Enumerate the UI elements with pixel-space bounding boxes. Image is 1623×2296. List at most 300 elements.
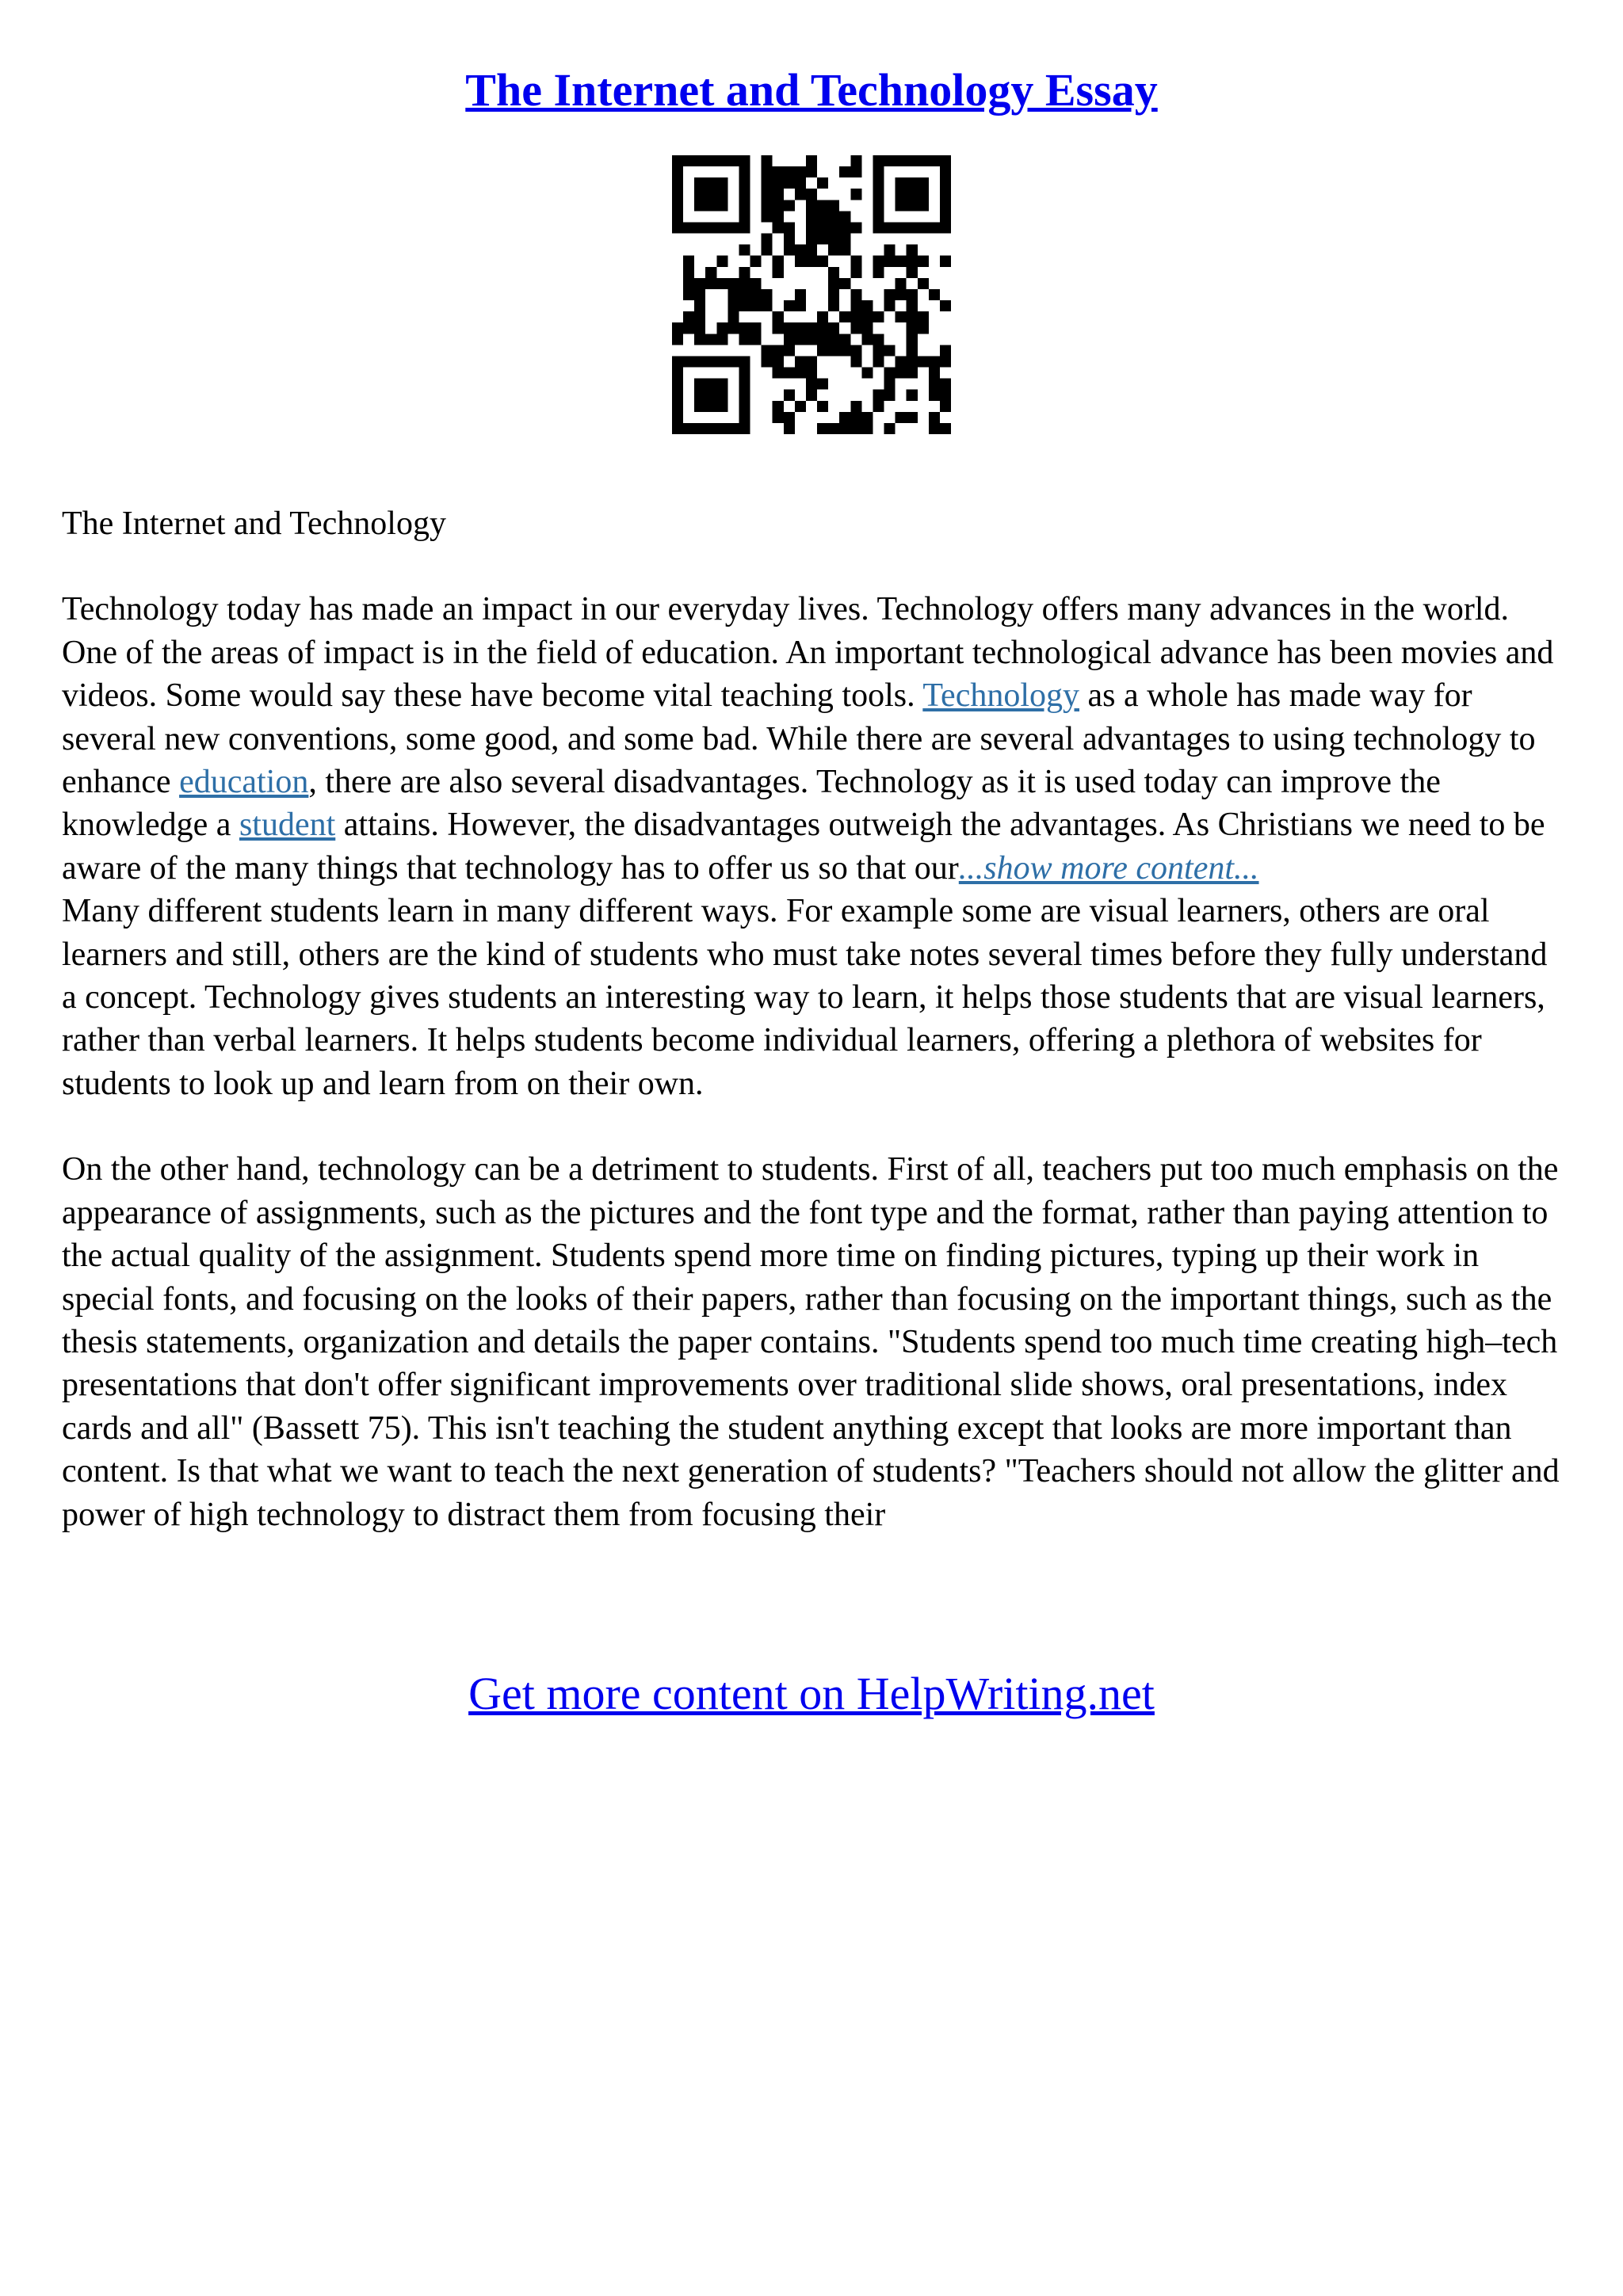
qr-module bbox=[850, 401, 861, 412]
qr-module bbox=[929, 379, 940, 390]
qr-module bbox=[839, 211, 850, 222]
qr-module bbox=[762, 245, 773, 256]
qr-module bbox=[716, 278, 727, 289]
qr-module bbox=[694, 300, 705, 311]
qr-module bbox=[896, 289, 907, 300]
qr-module bbox=[884, 390, 896, 401]
qr-module bbox=[896, 256, 907, 267]
qr-code-icon bbox=[672, 155, 951, 434]
qr-module bbox=[795, 356, 806, 367]
qr-module bbox=[828, 234, 839, 245]
qr-module bbox=[773, 345, 784, 356]
qr-module bbox=[694, 379, 705, 390]
qr-module bbox=[817, 200, 828, 211]
qr-module bbox=[873, 334, 884, 345]
qr-module bbox=[806, 390, 817, 401]
qr-module bbox=[716, 390, 727, 401]
qr-module bbox=[850, 222, 861, 233]
qr-module bbox=[739, 401, 750, 412]
qr-module bbox=[828, 334, 839, 345]
qr-module bbox=[907, 412, 918, 423]
qr-module bbox=[940, 211, 951, 222]
show-more-link[interactable]: ...show more content... bbox=[958, 849, 1259, 887]
qr-module bbox=[907, 189, 918, 200]
qr-module bbox=[861, 412, 873, 423]
qr-module bbox=[884, 256, 896, 267]
title-link[interactable]: The Internet and Technology Essay bbox=[465, 64, 1158, 116]
qr-module bbox=[918, 155, 929, 166]
qr-module bbox=[918, 322, 929, 334]
qr-module bbox=[739, 177, 750, 189]
qr-module bbox=[929, 289, 940, 300]
qr-module bbox=[817, 322, 828, 334]
qr-module bbox=[739, 300, 750, 311]
qr-module bbox=[716, 334, 727, 345]
qr-module bbox=[907, 155, 918, 166]
qr-module bbox=[828, 289, 839, 300]
qr-module bbox=[873, 401, 884, 412]
qr-module bbox=[795, 289, 806, 300]
qr-module bbox=[762, 177, 773, 189]
qr-module bbox=[683, 256, 694, 267]
qr-module bbox=[750, 289, 762, 300]
qr-module bbox=[672, 412, 683, 423]
paragraph-1-text-a: Technology today has made an impact in our everyday lives. Technology offers many advances in the world. One of the areas of impact is in the field of education. An important technological advance has been movies and videos. Some would say these have become vital teaching tools. bbox=[62, 591, 1554, 715]
qr-module bbox=[694, 200, 705, 211]
qr-module bbox=[705, 278, 716, 289]
qr-module bbox=[918, 222, 929, 233]
qr-module bbox=[940, 256, 951, 267]
qr-module bbox=[873, 177, 884, 189]
qr-module bbox=[850, 412, 861, 423]
qr-module bbox=[940, 423, 951, 434]
qr-module bbox=[839, 222, 850, 233]
qr-module bbox=[929, 423, 940, 434]
helpwriting-link[interactable]: Get more content on HelpWriting.net bbox=[468, 1668, 1155, 1719]
qr-module bbox=[918, 311, 929, 322]
paragraph-2: Many different students learn in many different ways. For example some are visual learners, others are oral learners and still, others are the kind of students who must take notes several times before they fully understand a concept. Technology gives students an interesting way to learn, it helps those students that are visual learners, rather than verbal learners. It helps students become individual learners, offering a plethora of websites for students to look up and learn from on their own. bbox=[62, 893, 1548, 1102]
qr-module bbox=[739, 189, 750, 200]
qr-module bbox=[716, 356, 727, 367]
qr-module bbox=[784, 222, 795, 233]
qr-module bbox=[795, 189, 806, 200]
qr-module bbox=[896, 368, 907, 379]
qr-module bbox=[694, 222, 705, 233]
qr-module bbox=[716, 423, 727, 434]
qr-module bbox=[739, 322, 750, 334]
paragraph-1 bbox=[62, 588, 1568, 890]
qr-module bbox=[683, 289, 694, 300]
qr-module bbox=[762, 345, 773, 356]
page-title bbox=[0, 57, 1623, 124]
qr-module bbox=[739, 423, 750, 434]
qr-module bbox=[896, 189, 907, 200]
qr-module bbox=[884, 289, 896, 300]
qr-module bbox=[850, 155, 861, 166]
qr-module bbox=[806, 256, 817, 267]
qr-module bbox=[940, 166, 951, 177]
qr-module bbox=[828, 267, 839, 278]
qr-module bbox=[762, 356, 773, 367]
qr-module bbox=[739, 379, 750, 390]
qr-module bbox=[806, 200, 817, 211]
qr-module bbox=[739, 200, 750, 211]
qr-module bbox=[884, 368, 896, 379]
qr-module bbox=[762, 166, 773, 177]
qr-module bbox=[884, 222, 896, 233]
qr-module bbox=[694, 177, 705, 189]
qr-module bbox=[940, 345, 951, 356]
qr-module bbox=[727, 356, 739, 367]
qr-module bbox=[716, 222, 727, 233]
qr-module bbox=[828, 222, 839, 233]
qr-module bbox=[918, 200, 929, 211]
qr-module bbox=[739, 278, 750, 289]
qr-module bbox=[739, 245, 750, 256]
qr-module bbox=[683, 423, 694, 434]
qr-module bbox=[907, 222, 918, 233]
qr-module bbox=[672, 401, 683, 412]
qr-module bbox=[672, 390, 683, 401]
qr-module bbox=[817, 311, 828, 322]
qr-module bbox=[694, 390, 705, 401]
qr-module bbox=[828, 345, 839, 356]
qr-module bbox=[773, 267, 784, 278]
qr-module bbox=[705, 155, 716, 166]
qr-module bbox=[806, 379, 817, 390]
qr-module bbox=[850, 423, 861, 434]
qr-module bbox=[817, 177, 828, 189]
qr-module bbox=[727, 322, 739, 334]
qr-module bbox=[705, 189, 716, 200]
qr-module bbox=[762, 211, 773, 222]
qr-module bbox=[716, 256, 727, 267]
qr-module bbox=[773, 222, 784, 233]
qr-module bbox=[884, 300, 896, 311]
qr-module bbox=[716, 322, 727, 334]
qr-module bbox=[683, 356, 694, 367]
qr-module bbox=[705, 356, 716, 367]
qr-module bbox=[907, 267, 918, 278]
qr-module bbox=[929, 356, 940, 367]
qr-module bbox=[672, 189, 683, 200]
qr-module bbox=[739, 166, 750, 177]
qr-module bbox=[694, 155, 705, 166]
qr-module bbox=[694, 423, 705, 434]
qr-module bbox=[806, 368, 817, 379]
qr-module bbox=[739, 155, 750, 166]
qr-module bbox=[873, 267, 884, 278]
qr-module bbox=[739, 289, 750, 300]
qr-module bbox=[762, 234, 773, 245]
qr-module bbox=[850, 267, 861, 278]
qr-module bbox=[672, 322, 683, 334]
qr-module bbox=[694, 356, 705, 367]
qr-module bbox=[795, 245, 806, 256]
qr-module bbox=[861, 423, 873, 434]
qr-module bbox=[929, 368, 940, 379]
qr-module bbox=[817, 423, 828, 434]
qr-module bbox=[716, 189, 727, 200]
qr-module bbox=[918, 278, 929, 289]
qr-module bbox=[739, 356, 750, 367]
qr-module bbox=[694, 401, 705, 412]
qr-module bbox=[907, 322, 918, 334]
qr-module bbox=[873, 155, 884, 166]
qr-module bbox=[683, 311, 694, 322]
qr-module bbox=[884, 345, 896, 356]
qr-module bbox=[907, 245, 918, 256]
qr-module bbox=[762, 189, 773, 200]
qr-module bbox=[739, 267, 750, 278]
qr-module bbox=[940, 155, 951, 166]
qr-module bbox=[750, 300, 762, 311]
qr-module bbox=[727, 155, 739, 166]
qr-module bbox=[784, 166, 795, 177]
qr-module bbox=[806, 334, 817, 345]
paragraph-1-text-c: , there are also several disadvantages. Technology as it is used today can improve the knowledge a bbox=[62, 764, 1441, 844]
qr-module bbox=[850, 322, 861, 334]
qr-module bbox=[716, 177, 727, 189]
qr-module bbox=[850, 356, 861, 367]
qr-module bbox=[884, 423, 896, 434]
qr-module bbox=[762, 289, 773, 300]
qr-module bbox=[705, 379, 716, 390]
qr-module bbox=[694, 289, 705, 300]
qr-module bbox=[907, 300, 918, 311]
paragraph-1-text-b: as a whole has made way for several new conventions, some good, and some bad. While there are several advantages to using technology to enhance bbox=[62, 677, 1536, 801]
qr-module bbox=[873, 200, 884, 211]
qr-module bbox=[839, 311, 850, 322]
qr-module bbox=[672, 222, 683, 233]
student-link[interactable]: student bbox=[239, 807, 336, 844]
qr-module bbox=[773, 368, 784, 379]
qr-module bbox=[929, 222, 940, 233]
qr-module bbox=[861, 311, 873, 322]
qr-module bbox=[850, 311, 861, 322]
qr-module bbox=[817, 401, 828, 412]
qr-module bbox=[929, 155, 940, 166]
qr-module bbox=[705, 222, 716, 233]
qr-module bbox=[727, 222, 739, 233]
qr-module bbox=[716, 155, 727, 166]
qr-module bbox=[940, 401, 951, 412]
qr-module bbox=[817, 345, 828, 356]
qr-module bbox=[795, 334, 806, 345]
qr-module bbox=[907, 289, 918, 300]
qr-module bbox=[672, 200, 683, 211]
qr-module bbox=[907, 200, 918, 211]
qr-module bbox=[907, 345, 918, 356]
qr-module bbox=[773, 256, 784, 267]
qr-module bbox=[773, 177, 784, 189]
qr-module bbox=[861, 300, 873, 311]
qr-module bbox=[773, 189, 784, 200]
qr-module bbox=[672, 379, 683, 390]
qr-module bbox=[705, 267, 716, 278]
qr-module bbox=[873, 189, 884, 200]
qr-module bbox=[884, 245, 896, 256]
qr-module bbox=[773, 412, 784, 423]
qr-module bbox=[918, 189, 929, 200]
qr-module bbox=[683, 267, 694, 278]
qr-module bbox=[683, 278, 694, 289]
qr-module bbox=[896, 356, 907, 367]
qr-module bbox=[784, 368, 795, 379]
qr-module bbox=[940, 300, 951, 311]
qr-module bbox=[828, 200, 839, 211]
qr-module bbox=[817, 234, 828, 245]
qr-module bbox=[907, 177, 918, 189]
qr-module bbox=[750, 278, 762, 289]
qr-module bbox=[861, 334, 873, 345]
qr-module bbox=[828, 423, 839, 434]
qr-module bbox=[784, 322, 795, 334]
qr-module bbox=[750, 322, 762, 334]
qr-module bbox=[907, 368, 918, 379]
qr-module bbox=[839, 245, 850, 256]
qr-module bbox=[784, 412, 795, 423]
qr-module bbox=[839, 278, 850, 289]
qr-module bbox=[727, 278, 739, 289]
qr-module bbox=[817, 379, 828, 390]
qr-module bbox=[929, 412, 940, 423]
qr-module bbox=[694, 334, 705, 345]
qr-module bbox=[907, 256, 918, 267]
qr-module bbox=[806, 155, 817, 166]
qr-module bbox=[795, 256, 806, 267]
qr-module bbox=[907, 390, 918, 401]
qr-module bbox=[940, 189, 951, 200]
qr-module bbox=[806, 222, 817, 233]
qr-module bbox=[784, 345, 795, 356]
qr-module bbox=[861, 322, 873, 334]
qr-module bbox=[896, 412, 907, 423]
qr-module bbox=[716, 379, 727, 390]
qr-module bbox=[672, 211, 683, 222]
qr-module bbox=[705, 390, 716, 401]
qr-module bbox=[694, 189, 705, 200]
qr-module bbox=[795, 300, 806, 311]
qr-module bbox=[828, 322, 839, 334]
essay-subtitle: The Internet and Technology bbox=[62, 505, 446, 542]
qr-module bbox=[784, 300, 795, 311]
qr-module bbox=[739, 211, 750, 222]
qr-module bbox=[773, 166, 784, 177]
qr-module bbox=[784, 177, 795, 189]
qr-module bbox=[896, 278, 907, 289]
qr-module bbox=[672, 368, 683, 379]
qr-module bbox=[817, 256, 828, 267]
paragraph-1-text-d: attains. However, the disadvantages outweigh the advantages. As Christians we need to be aware of the many things that technology has to offer us so that our bbox=[62, 807, 1545, 887]
qr-module bbox=[918, 256, 929, 267]
qr-module bbox=[672, 155, 683, 166]
qr-module bbox=[896, 155, 907, 166]
qr-module bbox=[873, 345, 884, 356]
qr-module bbox=[694, 278, 705, 289]
qr-module bbox=[705, 177, 716, 189]
qr-module bbox=[672, 356, 683, 367]
qr-module bbox=[940, 379, 951, 390]
qr-module bbox=[918, 177, 929, 189]
qr-module bbox=[940, 356, 951, 367]
qr-module bbox=[705, 401, 716, 412]
qr-module bbox=[817, 222, 828, 233]
qr-module bbox=[683, 322, 694, 334]
qr-module bbox=[762, 200, 773, 211]
qr-module bbox=[940, 222, 951, 233]
qr-module bbox=[850, 166, 861, 177]
qr-module bbox=[907, 311, 918, 322]
qr-module bbox=[850, 300, 861, 311]
qr-module bbox=[907, 334, 918, 345]
qr-module bbox=[672, 334, 683, 345]
qr-module bbox=[739, 390, 750, 401]
qr-module bbox=[828, 300, 839, 311]
qr-module bbox=[727, 300, 739, 311]
qr-module bbox=[694, 311, 705, 322]
qr-module bbox=[940, 177, 951, 189]
qr-module bbox=[773, 311, 784, 322]
qr-module bbox=[773, 211, 784, 222]
qr-module bbox=[873, 166, 884, 177]
qr-module bbox=[773, 200, 784, 211]
qr-module bbox=[940, 200, 951, 211]
qr-module bbox=[795, 177, 806, 189]
qr-module bbox=[873, 390, 884, 401]
qr-module bbox=[705, 200, 716, 211]
qr-module bbox=[672, 166, 683, 177]
qr-module bbox=[873, 256, 884, 267]
qr-module bbox=[896, 222, 907, 233]
qr-module bbox=[784, 334, 795, 345]
qr-module bbox=[784, 423, 795, 434]
qr-module bbox=[716, 200, 727, 211]
qr-module bbox=[850, 289, 861, 300]
qr-module bbox=[817, 334, 828, 345]
qr-module bbox=[839, 234, 850, 245]
qr-module bbox=[918, 356, 929, 367]
qr-module bbox=[907, 356, 918, 367]
qr-module bbox=[873, 211, 884, 222]
qr-module bbox=[762, 155, 773, 166]
qr-module bbox=[828, 245, 839, 256]
qr-module bbox=[929, 390, 940, 401]
qr-module bbox=[806, 322, 817, 334]
education-link[interactable]: education bbox=[179, 764, 309, 801]
qr-module bbox=[784, 245, 795, 256]
qr-module bbox=[773, 322, 784, 334]
qr-module bbox=[806, 356, 817, 367]
qr-module bbox=[839, 345, 850, 356]
qr-module bbox=[873, 311, 884, 322]
qr-module bbox=[806, 189, 817, 200]
qr-module bbox=[795, 322, 806, 334]
qr-module bbox=[672, 177, 683, 189]
qr-module bbox=[884, 379, 896, 390]
qr-module bbox=[873, 222, 884, 233]
technology-link[interactable]: Technology bbox=[922, 677, 1080, 715]
qr-module bbox=[896, 177, 907, 189]
qr-module bbox=[839, 423, 850, 434]
qr-module bbox=[839, 334, 850, 345]
qr-module bbox=[727, 423, 739, 434]
qr-module bbox=[850, 345, 861, 356]
qr-module bbox=[773, 356, 784, 367]
essay-body bbox=[62, 502, 1568, 1536]
qr-module bbox=[727, 289, 739, 300]
qr-module bbox=[828, 211, 839, 222]
